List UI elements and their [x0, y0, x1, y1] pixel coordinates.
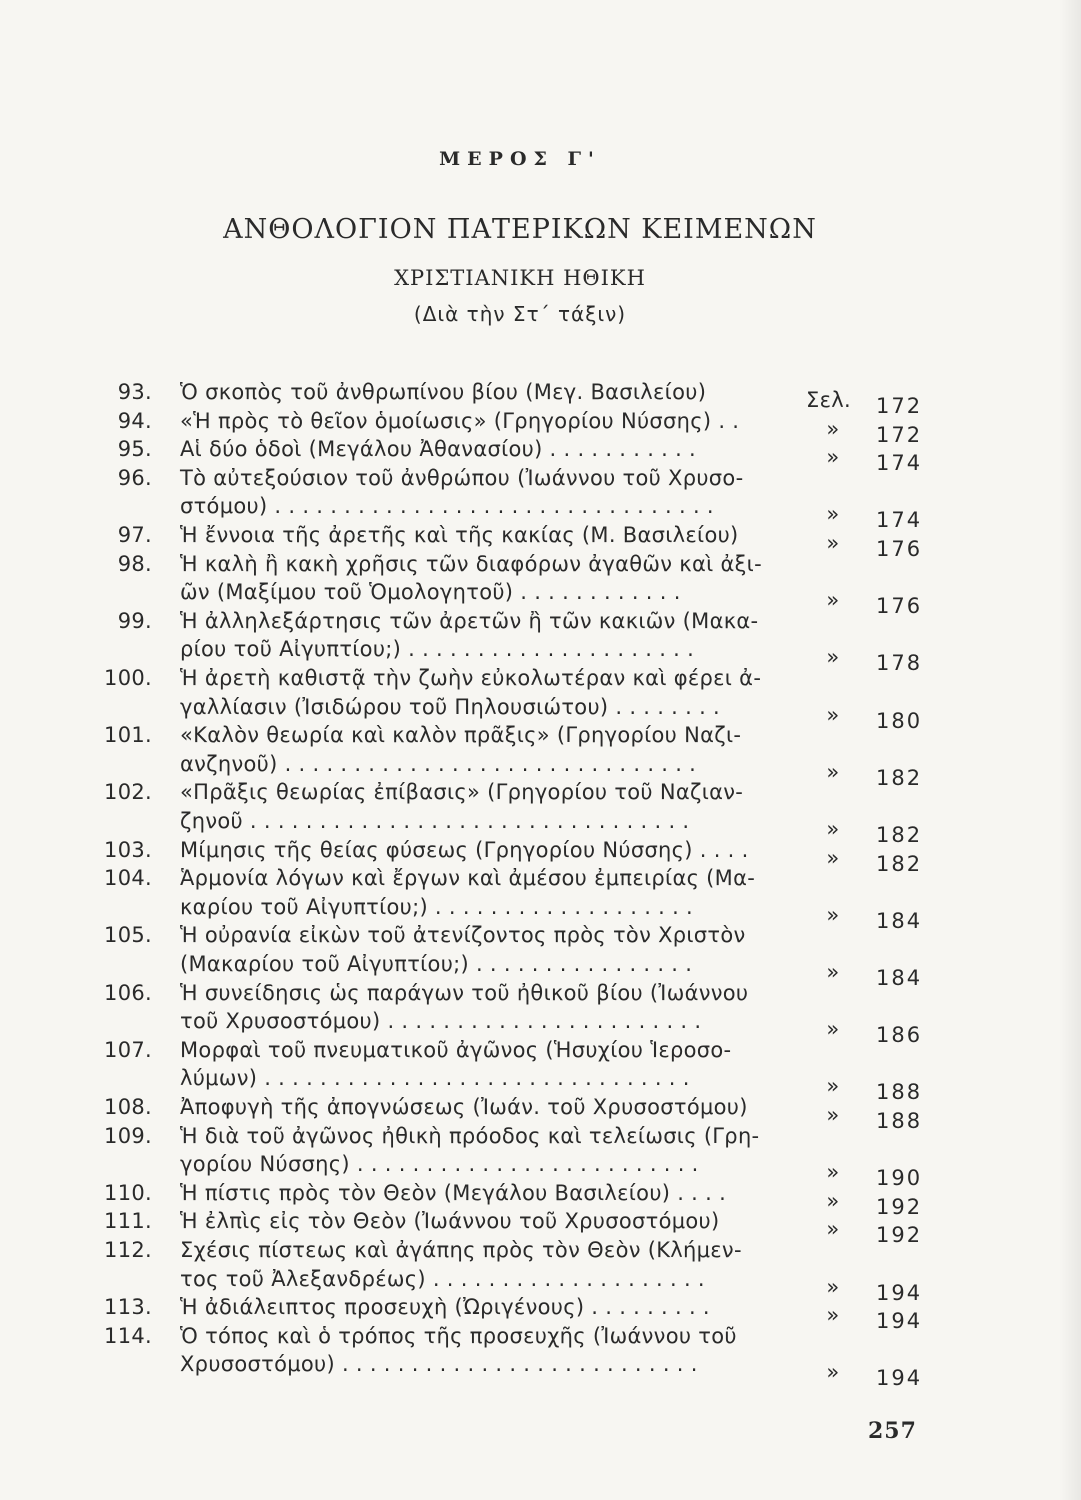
entry-title-line: τοῦ Χρυσοστόμου) . . . . . . . . . . . . . . . . . . . . . . . [180, 1009, 702, 1034]
ditto-marker: » [826, 645, 840, 670]
page-label: Σελ. [806, 388, 851, 412]
ditto-marker: » [826, 1188, 840, 1213]
entry-number: 113. [104, 1295, 152, 1320]
entry-number: 98. [117, 551, 152, 576]
entry-page-number: 192 [876, 1194, 923, 1219]
entry-number: 112. [104, 1238, 152, 1262]
entry-title-line: γαλλίασιν (Ἰσιδώρου τοῦ Πηλουσιώτου) . . . . . . . . [180, 694, 721, 719]
entry-title-line: Ἡ καλὴ ἢ κακὴ χρῆσις τῶν διαφόρων ἀγαθῶν καὶ ἀξι- [180, 551, 762, 576]
grade-note: (Διὰ τὴν Στ΄ τάξιν) [413, 302, 627, 326]
entry-page-number: 182 [876, 823, 923, 847]
entry-title-line: Ἡ ἀδιάλειπτος προσευχὴ (Ὠριγένους) . . . . . . . . . [180, 1295, 710, 1320]
entry-title-line: τος τοῦ Ἀλεξανδρέως) . . . . . . . . . . . . . . . . . . . . [180, 1266, 705, 1291]
ditto-marker: » [826, 702, 840, 727]
entry-title-line: Μίμησις τῆς θείας φύσεως (Γρηγορίου Νύσσης) . . . . [180, 837, 749, 862]
entry-number: 110. [104, 1180, 152, 1205]
entry-title-line: «Ἡ πρὸς τὸ θεῖον ὁμοίωσις» (Γρηγορίου Νύσσης) . . [180, 408, 740, 433]
entry-page-number: 176 [876, 594, 923, 619]
entry-page-number: 186 [876, 1023, 923, 1048]
ditto-marker: » [826, 1103, 840, 1127]
anthology-title: ΑΝΘΟΛΟΓΙΟΝ ΠΑΤΕΡΙΚΩΝ ΚΕΙΜΕΝΩΝ [223, 214, 817, 245]
entry-title-line: Ὁ τόπος καὶ ὁ τρόπος τῆς προσευχῆς (Ἰωάννου τοῦ [180, 1323, 737, 1348]
ditto-marker: » [826, 1160, 840, 1185]
entry-number: 107. [104, 1037, 152, 1062]
entry-page-number: 178 [876, 651, 923, 676]
entry-number: 94. [117, 408, 152, 433]
entry-title-line: γορίου Νύσσης) . . . . . . . . . . . . . . . . . . . . . . . . . [180, 1152, 699, 1177]
entry-title-line: ανζηνοῦ) . . . . . . . . . . . . . . . . . . . . . . . . . . . . . . [180, 751, 697, 776]
part-heading: ΜΕΡΟΣ Γ' [439, 148, 601, 170]
entry-title-line: Ἁρμονία λόγων καὶ ἔργων καὶ ἀμέσου ἐμπειρίας (Μα- [180, 866, 756, 891]
entry-title-line: Μορφαὶ τοῦ πνευματικοῦ ἀγῶνος (Ἡσυχίου Ἱεροσο- [180, 1037, 732, 1062]
entry-number: 97. [117, 523, 152, 547]
entry-number: 103. [104, 837, 152, 862]
entry-page-number: 182 [876, 851, 923, 876]
ditto-marker: » [826, 1274, 840, 1299]
ditto-marker: » [826, 445, 840, 470]
entry-title-line: ρίου τοῦ Αἰγυπτίου;) . . . . . . . . . . . . . . . . . . . . . [180, 637, 695, 662]
entry-title-line: (Μακαρίου τοῦ Αἰγυπτίου;) . . . . . . . . . . . . . . . . [180, 952, 693, 976]
entry-page-number: 188 [876, 1080, 923, 1105]
entry-number: 101. [104, 723, 152, 748]
entry-page-number: 194 [876, 1366, 923, 1391]
entry-number: 100. [104, 666, 152, 690]
entry-title-line: Ἡ πίστις πρὸς τὸν Θεὸν (Μεγάλου Βασιλείου) . . . . [180, 1180, 727, 1205]
ditto-marker: » [826, 1217, 840, 1242]
entry-page-number: 172 [876, 394, 923, 418]
entry-number: 99. [117, 608, 152, 633]
entry-title-line: Αἱ δύο ὁδοὶ (Μεγάλου Ἀθανασίου) . . . . . . . . . . . [180, 437, 697, 462]
page-number: 257 [868, 1418, 917, 1444]
entry-title-line: Ἡ ἀρετὴ καθιστᾷ τὴν ζωὴν εὐκολωτέραν καὶ φέρει ἀ- [180, 666, 762, 690]
page-edge-shadow [1059, 0, 1081, 1500]
entry-page-number: 174 [876, 508, 923, 533]
entry-number: 109. [104, 1123, 152, 1148]
entry-page-number: 192 [876, 1223, 923, 1248]
entry-page-number: 180 [876, 708, 923, 733]
entry-page-number: 176 [876, 537, 923, 561]
ditto-marker: » [826, 1303, 840, 1328]
entry-page-number: 194 [876, 1280, 923, 1305]
entry-page-number: 184 [876, 966, 923, 990]
ditto-marker: » [826, 1074, 840, 1099]
entry-page-number: 182 [876, 765, 923, 790]
entry-page-number: 188 [876, 1109, 923, 1133]
entry-number: 104. [104, 866, 152, 891]
entry-number: 95. [117, 437, 152, 462]
ditto-marker: » [826, 588, 840, 613]
entry-number: 93. [117, 380, 152, 404]
entry-title-line: «Καλὸν θεωρία καὶ καλὸν πρᾶξις» (Γρηγορίου Ναζι- [180, 723, 742, 748]
entry-title-line: Ὁ σκοπὸς τοῦ ἀνθρωπίνου βίου (Μεγ. Βασιλείου) [180, 380, 707, 404]
ditto-marker: » [826, 960, 840, 984]
entry-title-line: ῶν (Μαξίμου τοῦ Ὁμολογητοῦ) . . . . . . . . . . . . [180, 580, 681, 605]
entry-number: 106. [104, 980, 152, 1005]
entry-page-number: 184 [876, 908, 923, 933]
entry-page-number: 174 [876, 451, 923, 476]
ditto-marker: » [826, 416, 840, 441]
entry-title-line: Χρυσοστόμου) . . . . . . . . . . . . . . . . . . . . . . . . . . [180, 1352, 698, 1377]
ditto-marker: » [826, 902, 840, 927]
ditto-marker: » [826, 1360, 840, 1385]
entry-number: 108. [104, 1095, 152, 1119]
entry-title-line: Ἡ οὐρανία εἰκὼν τοῦ ἀτενίζοντος πρὸς τὸν Χριστὸν [180, 923, 746, 948]
entry-page-number: 190 [876, 1166, 923, 1191]
ditto-marker: » [826, 1017, 840, 1042]
ditto-marker: » [826, 531, 840, 555]
entry-title-line: ζηνοῦ . . . . . . . . . . . . . . . . . . . . . . . . . . . . . . . . [180, 809, 690, 833]
ditto-marker: » [826, 502, 840, 527]
entry-title-line: Ἡ ἐλπὶς εἰς τὸν Θεὸν (Ἰωάννου τοῦ Χρυσοστόμου) [180, 1209, 720, 1234]
entry-title-line: Ἡ ἀλληλεξάρτησις τῶν ἀρετῶν ἢ τῶν κακιῶν (Μακα- [180, 608, 759, 633]
entry-number: 102. [104, 780, 152, 805]
entry-number: 105. [104, 923, 152, 948]
entry-number: 111. [104, 1209, 152, 1234]
entry-number: 114. [104, 1323, 152, 1348]
entry-title-line: Ἡ ἔννοια τῆς ἀρετῆς καὶ τῆς κακίας (Μ. Βασιλείου) [180, 523, 739, 547]
ditto-marker: » [826, 817, 840, 841]
entry-title-line: στόμου) . . . . . . . . . . . . . . . . . . . . . . . . . . . . . . . . [180, 494, 714, 519]
entry-title-line: Ἀποφυγὴ τῆς ἀπογνώσεως (Ἰωάν. τοῦ Χρυσοστόμου) [180, 1095, 748, 1119]
entry-title-line: Ἡ συνείδησις ὡς παράγων τοῦ ἠθικοῦ βίου (Ἰωάννου [180, 980, 749, 1005]
entry-title-line: «Πρᾶξις θεωρίας ἐπίβασις» (Γρηγορίου τοῦ Ναζιαν- [180, 780, 744, 805]
entry-title-line: Τὸ αὐτεξούσιον τοῦ ἀνθρώπου (Ἰωάννου τοῦ Χρυσο- [180, 465, 744, 490]
entry-page-number: 194 [876, 1309, 923, 1334]
ditto-marker: » [826, 845, 840, 870]
section-subtitle: ΧΡΙΣΤΙΑΝΙΚΗ ΗΘΙΚΗ [394, 266, 646, 290]
entry-title-line: Σχέσις πίστεως καὶ ἀγάπης πρὸς τὸν Θεὸν (Κλήμεν- [180, 1238, 742, 1262]
ditto-marker: » [826, 759, 840, 784]
entry-title-line: Ἡ διὰ τοῦ ἀγῶνος ἠθικὴ πρόοδος καὶ τελείωσις (Γρη- [180, 1123, 760, 1148]
entry-page-number: 172 [876, 422, 923, 447]
entry-title-line: καρίου τοῦ Αἰγυπτίου;) . . . . . . . . . . . . . . . . . . . [180, 894, 694, 919]
entry-title-line: λύμων) . . . . . . . . . . . . . . . . . . . . . . . . . . . . . . . [180, 1066, 690, 1091]
entry-number: 96. [117, 465, 152, 490]
